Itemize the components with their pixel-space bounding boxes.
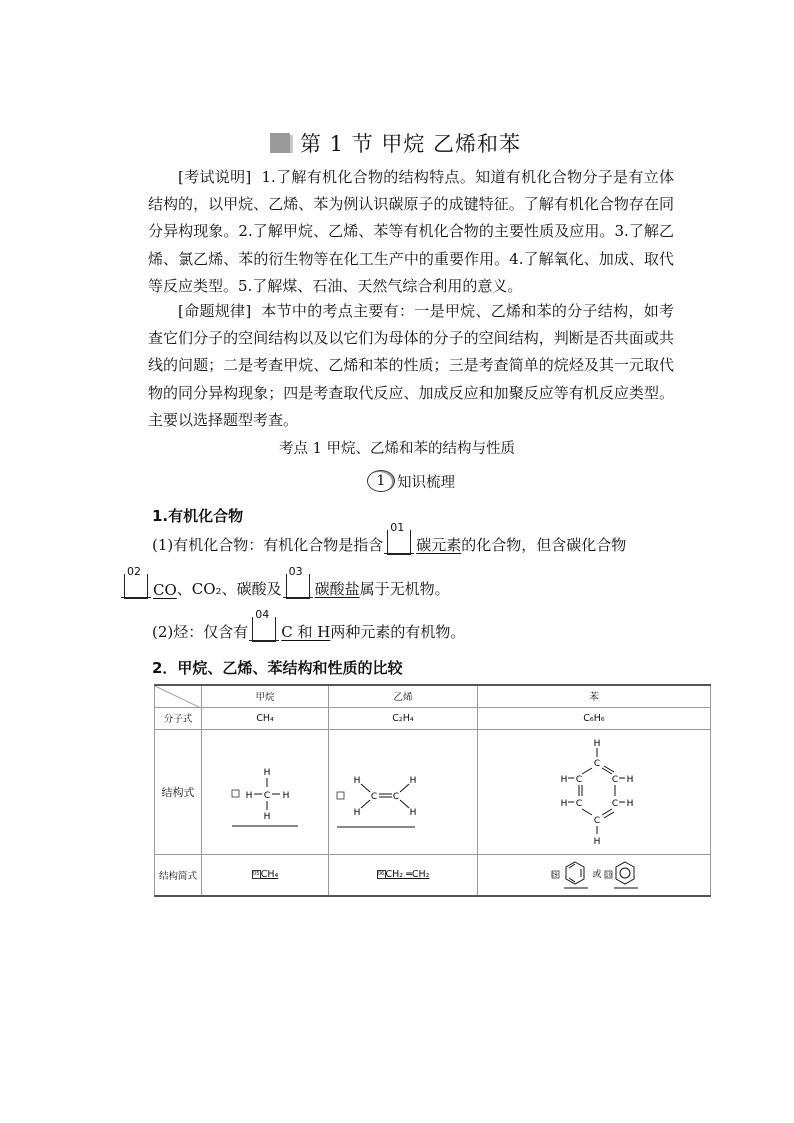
- header-benzene: 苯: [478, 685, 711, 707]
- svg-text:H: H: [409, 807, 417, 818]
- diagonal-line: [155, 686, 201, 708]
- exam-text: 1.了解有机化合物的结构特点。知道有机化合物分子是有立体结构的，以甲烷、乙烯、苯为例认识碳原子的成键特征。了解有机化合物存在同分异构现象。2.了解甲烷、乙烯、苯等有机化合物的主要性质及应用。3.了解乙烯、氯乙烯、苯的衍生物等在化工生产中的重要作用。4.了解氧化、加成、取代等反应类型。5.了解煤、石油、天然气综合利用的意义。: [148, 168, 674, 295]
- row-label: 结构简式: [155, 854, 202, 896]
- simple-methane-answer: [252, 869, 279, 880]
- svg-text:H: H: [560, 798, 568, 809]
- sec1-line1: [152, 521, 627, 555]
- mark-box-icon: 05: [253, 871, 260, 878]
- text: (1)有机化合物：有机化合物是指含: [152, 536, 384, 554]
- methane-structure-diagram: [202, 730, 328, 855]
- svg-text:H: H: [263, 767, 271, 778]
- text: 的化合物，但含碳化合物: [461, 536, 627, 554]
- box-number: 04: [255, 608, 270, 621]
- header-ethylene: 乙烯: [329, 685, 478, 707]
- svg-text:C: C: [392, 791, 400, 802]
- comparison-table: [154, 684, 711, 897]
- section-title: [270, 128, 521, 158]
- svg-text:H: H: [353, 807, 361, 818]
- section-title-text: 第 1 节 甲烷 乙烯和苯: [300, 132, 522, 156]
- mark-box-icon: 06: [377, 871, 385, 878]
- row-label: 分子式: [155, 707, 202, 729]
- exam-description: [148, 164, 674, 300]
- text: (2)烃：仅含有: [152, 623, 249, 641]
- svg-text:H: H: [245, 790, 253, 801]
- methane-simple-text: CH₄: [260, 869, 279, 881]
- book-icon: [270, 133, 290, 153]
- text: 属于无机物。: [359, 580, 450, 598]
- mark-10: 10: [605, 872, 612, 879]
- ethylene-structure-diagram: [329, 730, 477, 855]
- formula-ethylene: C₂H₄: [329, 707, 478, 729]
- svg-text:H: H: [626, 798, 634, 809]
- simple-ethylene-answer: [377, 869, 430, 880]
- formula-benzene: C₆H₆: [478, 707, 711, 729]
- mark-09: 09: [551, 872, 558, 879]
- svg-text:C: C: [263, 790, 271, 801]
- simple-methane: [202, 854, 329, 896]
- benzene-simple-diagram: [548, 857, 658, 893]
- kaodian-heading: 考点 1 甲烷、乙烯和苯的结构与性质: [279, 441, 515, 457]
- sec1-line2: [120, 565, 450, 599]
- svg-text:C: C: [370, 791, 378, 802]
- exam-tag: [考试说明]: [178, 168, 252, 186]
- box-number: 02: [127, 565, 141, 578]
- rule-tag: [命题规律]: [178, 302, 252, 320]
- or-text: 或: [592, 869, 602, 880]
- struct-ethylene: [329, 729, 478, 854]
- svg-text:H: H: [263, 811, 271, 822]
- answer-04: C 和 H: [281, 623, 331, 641]
- box-number: 01: [390, 521, 405, 534]
- svg-text:H: H: [626, 774, 634, 785]
- answer-box-04: [252, 608, 276, 642]
- svg-text:H: H: [409, 775, 417, 786]
- answer-03: 碳酸盐: [314, 580, 360, 598]
- simple-benzene: [478, 854, 711, 896]
- table-row: [155, 854, 711, 896]
- text: 、CO₂、碳酸及: [176, 580, 282, 598]
- struct-methane: [202, 729, 329, 854]
- answer-box-03: [286, 565, 310, 599]
- header-methane: 甲烷: [202, 685, 329, 707]
- simple-ethylene: [329, 854, 478, 896]
- svg-text:C: C: [575, 774, 583, 785]
- box-number: 03: [288, 565, 303, 578]
- table-header-row: [155, 685, 711, 707]
- benzene-structure-diagram: [478, 730, 715, 855]
- row-label: 结构式: [155, 729, 202, 854]
- answer-box-01: [387, 521, 411, 555]
- formula-methane: CH₄: [202, 707, 329, 729]
- svg-text:H: H: [593, 738, 601, 749]
- corner-cell: [155, 685, 202, 707]
- knowledge-label: 知识梳理: [397, 474, 455, 491]
- sec2-heading: 2．甲烷、乙烯、苯结构和性质的比较: [152, 659, 403, 677]
- svg-text:H: H: [282, 790, 290, 801]
- svg-text:C: C: [611, 774, 619, 785]
- knowledge-heading: [367, 470, 455, 492]
- text: 两种元素的有机物。: [330, 623, 466, 641]
- svg-text:H: H: [353, 775, 361, 786]
- svg-text:C: C: [575, 798, 583, 809]
- answer-box-02: [124, 565, 148, 599]
- table-row: [155, 729, 711, 854]
- svg-text:H: H: [560, 774, 568, 785]
- answer-01: 碳元素: [416, 536, 462, 554]
- svg-text:H: H: [593, 836, 601, 847]
- ethylene-simple-text: CH₂ ═CH₂: [385, 869, 430, 881]
- answer-02: CO: [153, 581, 177, 599]
- circle-number-icon: 1: [367, 470, 395, 492]
- rule-text: 本节中的考点主要有：一是甲烷、乙烯和苯的分子结构，如考查它们分子的空间结构以及以它们为母体的分子的空间结构，判断是否共面或共线的问题；二是考查甲烷、乙烯和苯的性质；三是考查简单的烷烃及其一元取代物的同分异构现象；四是考查取代反应、加成反应和加聚反应等有机反应类型。主要以选择题型考查。: [148, 302, 674, 429]
- svg-text:C: C: [611, 798, 619, 809]
- svg-text:C: C: [593, 815, 601, 826]
- sec1-line3: [152, 608, 466, 642]
- sec1-heading: 1.有机化合物: [152, 507, 244, 525]
- svg-text:C: C: [593, 758, 601, 769]
- proposition-rules: [148, 298, 674, 434]
- table-row: [155, 707, 711, 729]
- struct-benzene: [478, 729, 711, 854]
